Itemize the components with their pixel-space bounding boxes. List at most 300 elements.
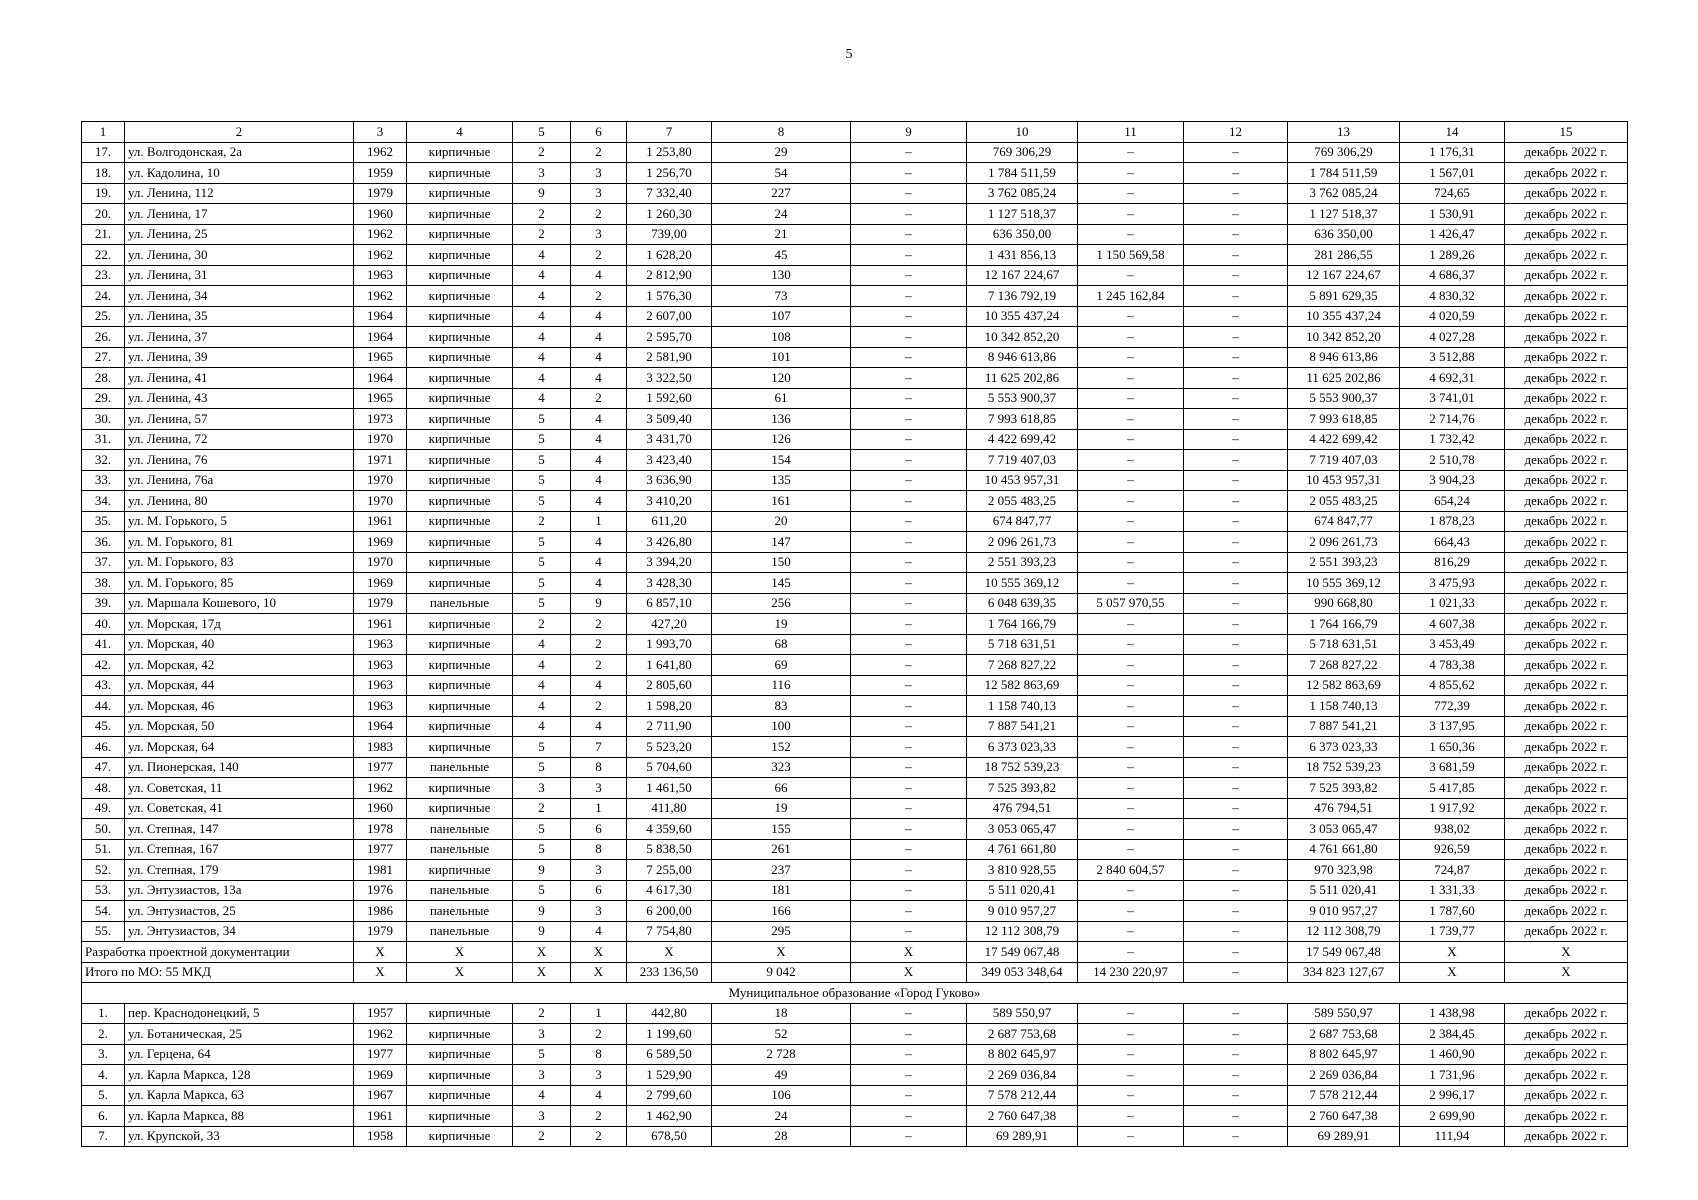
table-cell: 2 (571, 204, 627, 225)
table-cell: 69 289,91 (967, 1126, 1078, 1147)
table-cell: 2 805,60 (627, 675, 712, 696)
table-cell: 2 (513, 1003, 571, 1024)
table-cell: декабрь 2022 г. (1505, 204, 1628, 225)
table-cell: ул. Ленина, 76а (125, 470, 354, 491)
table-cell: 3 423,40 (627, 450, 712, 471)
table-cell: 5 (513, 593, 571, 614)
table-cell: 4 422 699,42 (967, 429, 1078, 450)
table-cell: – (1184, 942, 1288, 963)
table-cell: 5 (513, 429, 571, 450)
table-cell: кирпичные (407, 368, 513, 389)
table-cell: 150 (712, 552, 851, 573)
table-cell: ул. Ленина, 76 (125, 450, 354, 471)
table-cell: 12 112 308,79 (967, 921, 1078, 942)
table-cell: – (1078, 1024, 1184, 1045)
table-cell: 69 (712, 655, 851, 676)
table-cell: 3 (571, 163, 627, 184)
table-cell: 5 718 631,51 (1288, 634, 1400, 655)
table-cell: ул. Энтузиастов, 25 (125, 901, 354, 922)
table-cell: панельные (407, 839, 513, 860)
table-cell: – (851, 1085, 967, 1106)
table-cell: 1963 (354, 265, 407, 286)
table-cell: ул. Ленина, 57 (125, 409, 354, 430)
table-cell: 8 (571, 1044, 627, 1065)
table-cell: – (851, 757, 967, 778)
table-cell: – (1184, 901, 1288, 922)
table-cell: панельные (407, 757, 513, 778)
table-cell: 1964 (354, 716, 407, 737)
table-cell: 1961 (354, 614, 407, 635)
table-cell: 5 523,20 (627, 737, 712, 758)
table-cell: декабрь 2022 г. (1505, 675, 1628, 696)
table-cell: – (1184, 675, 1288, 696)
table-cell: 2 551 393,23 (967, 552, 1078, 573)
table-cell: – (851, 716, 967, 737)
table-cell: 227 (712, 183, 851, 204)
table-cell: 334 823 127,67 (1288, 962, 1400, 983)
table-row (82, 1085, 1628, 1106)
table-cell: 3 (513, 1065, 571, 1086)
table-cell: – (1078, 901, 1184, 922)
table-cell: 4 (513, 286, 571, 307)
table-cell: 12 582 863,69 (1288, 675, 1400, 696)
table-cell: 4 (571, 429, 627, 450)
table-cell: 2 (571, 634, 627, 655)
table-cell: кирпичные (407, 306, 513, 327)
table-cell: 1 576,30 (627, 286, 712, 307)
table-cell: 1 199,60 (627, 1024, 712, 1045)
table-cell: панельные (407, 880, 513, 901)
table-cell: декабрь 2022 г. (1505, 532, 1628, 553)
table-cell: 3 475,93 (1400, 573, 1505, 594)
table-cell: 17. (82, 142, 125, 163)
table-cell: 30. (82, 409, 125, 430)
table-cell: 2 (513, 204, 571, 225)
table-cell: 4 855,62 (1400, 675, 1505, 696)
table-cell: декабрь 2022 г. (1505, 655, 1628, 676)
table-cell: – (1184, 224, 1288, 245)
table-cell: 1959 (354, 163, 407, 184)
table-cell: 589 550,97 (967, 1003, 1078, 1024)
table-cell: 5 704,60 (627, 757, 712, 778)
table-cell: 10 355 437,24 (1288, 306, 1400, 327)
table-row (82, 163, 1628, 184)
table-cell: 2 (571, 286, 627, 307)
table-cell: 55. (82, 921, 125, 942)
table-cell: 1 (571, 798, 627, 819)
table-cell: 9 (513, 183, 571, 204)
table-cell: 1957 (354, 1003, 407, 1024)
table-cell: 24. (82, 286, 125, 307)
table-cell: – (1184, 798, 1288, 819)
table-cell: 724,87 (1400, 860, 1505, 881)
table-cell: кирпичные (407, 204, 513, 225)
table-cell: 2 799,60 (627, 1085, 712, 1106)
table-cell: 5 (513, 122, 571, 143)
table-cell: 6 373 023,33 (1288, 737, 1400, 758)
table-cell: 3 428,30 (627, 573, 712, 594)
table-cell: 147 (712, 532, 851, 553)
table-cell: кирпичные (407, 634, 513, 655)
table-cell: 1 (571, 511, 627, 532)
table-cell: 3 509,40 (627, 409, 712, 430)
table-cell: 31. (82, 429, 125, 450)
table-row (82, 204, 1628, 225)
table-cell: – (1184, 245, 1288, 266)
table-cell: 12 (1184, 122, 1288, 143)
table-cell: 3. (82, 1044, 125, 1065)
table-cell: пер. Краснодонецкий, 5 (125, 1003, 354, 1024)
table-row (82, 675, 1628, 696)
table-cell: 2 (513, 142, 571, 163)
table-cell: 1969 (354, 1065, 407, 1086)
table-cell: 8 946 613,86 (967, 347, 1078, 368)
table-cell: 2 269 036,84 (967, 1065, 1078, 1086)
table-cell: 323 (712, 757, 851, 778)
table-cell: 990 668,80 (1288, 593, 1400, 614)
table-cell: 1960 (354, 204, 407, 225)
table-row (82, 552, 1628, 573)
table-cell: 5 (513, 880, 571, 901)
table-cell: 1 878,23 (1400, 511, 1505, 532)
table-cell: декабрь 2022 г. (1505, 286, 1628, 307)
table-cell: кирпичные (407, 737, 513, 758)
section-title-row (82, 983, 1628, 1004)
table-cell: 3 (571, 860, 627, 881)
table-cell: 1 650,36 (1400, 737, 1505, 758)
table-cell: ул. Советская, 41 (125, 798, 354, 819)
table-row (82, 1065, 1628, 1086)
table-cell: 1964 (354, 327, 407, 348)
table-cell: 4 (513, 675, 571, 696)
table-cell: 6 589,50 (627, 1044, 712, 1065)
table-cell: 938,02 (1400, 819, 1505, 840)
table-cell: 2 096 261,73 (1288, 532, 1400, 553)
table-cell: 24 (712, 1106, 851, 1127)
table-cell: ул. Волгодонская, 2а (125, 142, 354, 163)
table-cell: 1 993,70 (627, 634, 712, 655)
table-cell: 66 (712, 778, 851, 799)
table-cell: ул. Ленина, 37 (125, 327, 354, 348)
table-cell: – (1184, 573, 1288, 594)
table-cell: 17 549 067,48 (1288, 942, 1400, 963)
table-cell: – (1184, 921, 1288, 942)
table-cell: 19. (82, 183, 125, 204)
table-cell: 1 598,20 (627, 696, 712, 717)
table-cell: 2. (82, 1024, 125, 1045)
table-cell: 50. (82, 819, 125, 840)
table-cell: 411,80 (627, 798, 712, 819)
table-cell: – (851, 163, 967, 184)
table-cell: 36. (82, 532, 125, 553)
table-cell: кирпичные (407, 1085, 513, 1106)
table-cell: 37. (82, 552, 125, 573)
table-cell: 2 055 483,25 (967, 491, 1078, 512)
table-cell: – (1078, 327, 1184, 348)
table-cell: 18 752 539,23 (967, 757, 1078, 778)
table-row (82, 265, 1628, 286)
table-cell: декабрь 2022 г. (1505, 614, 1628, 635)
table-cell: 5 511 020,41 (967, 880, 1078, 901)
table-cell: 2 (571, 388, 627, 409)
table-cell: 68 (712, 634, 851, 655)
table-cell: Х (354, 942, 407, 963)
table-cell: 111,94 (1400, 1126, 1505, 1147)
table-cell: 8 (571, 839, 627, 860)
table-cell: – (851, 1106, 967, 1127)
table-cell: 724,65 (1400, 183, 1505, 204)
table-row (82, 470, 1628, 491)
table-cell: – (851, 511, 967, 532)
table-cell: 17 549 067,48 (967, 942, 1078, 963)
table-cell: 1976 (354, 880, 407, 901)
table-cell: – (1184, 655, 1288, 676)
table-cell: 3 394,20 (627, 552, 712, 573)
table-cell: 69 289,91 (1288, 1126, 1400, 1147)
table-cell: 1 127 518,37 (1288, 204, 1400, 225)
table-cell: декабрь 2022 г. (1505, 368, 1628, 389)
table-cell: 7 993 618,85 (1288, 409, 1400, 430)
table-cell: 5 (513, 450, 571, 471)
table-cell: 1962 (354, 286, 407, 307)
table-cell: 1 917,92 (1400, 798, 1505, 819)
table-cell: – (1184, 388, 1288, 409)
table-cell: 106 (712, 1085, 851, 1106)
table-cell: 2 384,45 (1400, 1024, 1505, 1045)
table-cell: 1962 (354, 778, 407, 799)
table-cell: 1 426,47 (1400, 224, 1505, 245)
table-cell: 1 732,42 (1400, 429, 1505, 450)
table-cell: декабрь 2022 г. (1505, 860, 1628, 881)
table-cell: 1962 (354, 224, 407, 245)
table-cell: – (1184, 757, 1288, 778)
table-cell: Разработка проектной документации (82, 942, 354, 963)
table-cell: 48. (82, 778, 125, 799)
table-cell: декабрь 2022 г. (1505, 1044, 1628, 1065)
table-cell: 4 (571, 716, 627, 737)
table-cell: – (1078, 450, 1184, 471)
table-cell: 42. (82, 655, 125, 676)
table-cell: декабрь 2022 г. (1505, 901, 1628, 922)
table-cell: 237 (712, 860, 851, 881)
table-cell: 21. (82, 224, 125, 245)
table-cell: – (851, 306, 967, 327)
table-cell: 8 946 613,86 (1288, 347, 1400, 368)
table-cell: 54. (82, 901, 125, 922)
table-cell: – (1184, 368, 1288, 389)
table-cell: – (1184, 1126, 1288, 1147)
table-cell: – (1078, 224, 1184, 245)
table-cell: кирпичные (407, 409, 513, 430)
table-cell: ул. Ленина, 72 (125, 429, 354, 450)
table-row (82, 491, 1628, 512)
table-cell: 4 020,59 (1400, 306, 1505, 327)
table-cell: 15 (1505, 122, 1628, 143)
table-cell: – (1184, 1003, 1288, 1024)
table-cell: 18 752 539,23 (1288, 757, 1400, 778)
table-cell: – (1078, 183, 1184, 204)
table-cell: ул. Ленина, 43 (125, 388, 354, 409)
table-cell: – (1184, 183, 1288, 204)
table-row (82, 757, 1628, 778)
table-row (82, 450, 1628, 471)
table-cell: 10 (967, 122, 1078, 143)
table-row (82, 839, 1628, 860)
table-cell: кирпичные (407, 798, 513, 819)
table-cell: декабрь 2022 г. (1505, 306, 1628, 327)
table-cell: ул. Ленина, 41 (125, 368, 354, 389)
table-cell: 2 595,70 (627, 327, 712, 348)
table-cell: – (851, 634, 967, 655)
table-cell: 2 (571, 142, 627, 163)
table-cell: кирпичные (407, 1126, 513, 1147)
table-cell: кирпичные (407, 532, 513, 553)
table-cell: 5 057 970,55 (1078, 593, 1184, 614)
table-cell: 29 (712, 142, 851, 163)
table-cell: – (851, 880, 967, 901)
table-cell: 13 (1288, 122, 1400, 143)
table-cell: декабрь 2022 г. (1505, 409, 1628, 430)
table-cell: 1 628,20 (627, 245, 712, 266)
table-cell: кирпичные (407, 142, 513, 163)
table-cell: – (851, 737, 967, 758)
table-cell: 1977 (354, 1044, 407, 1065)
table-cell: 5 718 631,51 (967, 634, 1078, 655)
table-cell: ул. Ленина, 35 (125, 306, 354, 327)
table-cell: – (851, 347, 967, 368)
table-cell: 1970 (354, 470, 407, 491)
table-cell: 2 (571, 614, 627, 635)
table-cell: 4 783,38 (1400, 655, 1505, 676)
table-cell: 9 010 957,27 (1288, 901, 1400, 922)
table-cell: 1 (82, 122, 125, 143)
total-row (82, 962, 1628, 983)
table-cell: – (1184, 552, 1288, 573)
table-cell: 476 794,51 (967, 798, 1078, 819)
table-cell: 233 136,50 (627, 962, 712, 983)
table-cell: – (851, 839, 967, 860)
table-cell: Х (407, 942, 513, 963)
table-cell: – (1184, 737, 1288, 758)
table-cell: 11 625 202,86 (967, 368, 1078, 389)
table-body (82, 122, 1628, 1147)
table-cell: 1 158 740,13 (1288, 696, 1400, 717)
table-cell: 40. (82, 614, 125, 635)
table-cell: 1 158 740,13 (967, 696, 1078, 717)
table-cell: – (851, 921, 967, 942)
table-cell: ул. Морская, 64 (125, 737, 354, 758)
table-cell: – (851, 224, 967, 245)
table-cell: ул. Маршала Кошевого, 10 (125, 593, 354, 614)
table-cell: кирпичные (407, 675, 513, 696)
table-cell: 2 760 647,38 (1288, 1106, 1400, 1127)
table-cell: декабрь 2022 г. (1505, 573, 1628, 594)
table-cell: ул. Морская, 42 (125, 655, 354, 676)
table-row (82, 532, 1628, 553)
table-row (82, 368, 1628, 389)
table-cell: – (1184, 614, 1288, 635)
table-cell: – (1184, 265, 1288, 286)
table-cell: 4 422 699,42 (1288, 429, 1400, 450)
table-cell: 2 714,76 (1400, 409, 1505, 430)
table-cell: 152 (712, 737, 851, 758)
table-cell: 1 731,96 (1400, 1065, 1505, 1086)
table-cell: 2 (513, 798, 571, 819)
table-cell: 1963 (354, 696, 407, 717)
table-cell: 4 761 661,80 (967, 839, 1078, 860)
table-cell: 101 (712, 347, 851, 368)
table-cell: ул. Ленина, 30 (125, 245, 354, 266)
table-row (82, 798, 1628, 819)
table-cell: декабрь 2022 г. (1505, 347, 1628, 368)
table-cell: 7. (82, 1126, 125, 1147)
table-cell: – (1184, 880, 1288, 901)
table-cell: 739,00 (627, 224, 712, 245)
table-cell: декабрь 2022 г. (1505, 1065, 1628, 1086)
table-cell: 6 857,10 (627, 593, 712, 614)
table-cell: Х (513, 942, 571, 963)
table-cell: 1 739,77 (1400, 921, 1505, 942)
table-cell: 6 048 639,35 (967, 593, 1078, 614)
table-cell: 1 289,26 (1400, 245, 1505, 266)
table-cell: 1958 (354, 1126, 407, 1147)
table-cell: – (1184, 1065, 1288, 1086)
table-cell: кирпичные (407, 491, 513, 512)
table-cell: – (1184, 163, 1288, 184)
table-cell: 3 137,95 (1400, 716, 1505, 737)
table-cell: декабрь 2022 г. (1505, 880, 1628, 901)
table-cell: 6 200,00 (627, 901, 712, 922)
table-cell: 14 230 220,97 (1078, 962, 1184, 983)
table-cell: 4 (513, 327, 571, 348)
table-cell: 1977 (354, 839, 407, 860)
table-cell: 256 (712, 593, 851, 614)
table-cell: 6 (571, 819, 627, 840)
table-cell: 2 687 753,68 (1288, 1024, 1400, 1045)
table-cell: 3 426,80 (627, 532, 712, 553)
table-cell: 2 (571, 245, 627, 266)
table-cell: ул. Морская, 50 (125, 716, 354, 737)
table-cell: 1979 (354, 921, 407, 942)
table-cell: Х (1505, 962, 1628, 983)
table-cell: 5 417,85 (1400, 778, 1505, 799)
table-cell: 2 607,00 (627, 306, 712, 327)
table-cell: кирпичные (407, 163, 513, 184)
table-cell: 2 510,78 (1400, 450, 1505, 471)
table-cell: – (1078, 532, 1184, 553)
table-cell: 5 (513, 737, 571, 758)
table-cell: 27. (82, 347, 125, 368)
table-cell: – (851, 183, 967, 204)
table-cell: 3 410,20 (627, 491, 712, 512)
table-cell: 5 (513, 532, 571, 553)
table-cell: – (1078, 409, 1184, 430)
table-cell: 61 (712, 388, 851, 409)
table-cell: кирпичные (407, 388, 513, 409)
table-cell: 161 (712, 491, 851, 512)
table-cell: 281 286,55 (1288, 245, 1400, 266)
table-cell: 1971 (354, 450, 407, 471)
table-cell: 2 687 753,68 (967, 1024, 1078, 1045)
table-cell: Х (354, 962, 407, 983)
table-cell: 41. (82, 634, 125, 655)
table-cell: кирпичные (407, 778, 513, 799)
table-cell: 4 617,30 (627, 880, 712, 901)
table-cell: 1 784 511,59 (1288, 163, 1400, 184)
table-cell: 9 (513, 921, 571, 942)
table-cell: – (1078, 265, 1184, 286)
table-cell: кирпичные (407, 1044, 513, 1065)
